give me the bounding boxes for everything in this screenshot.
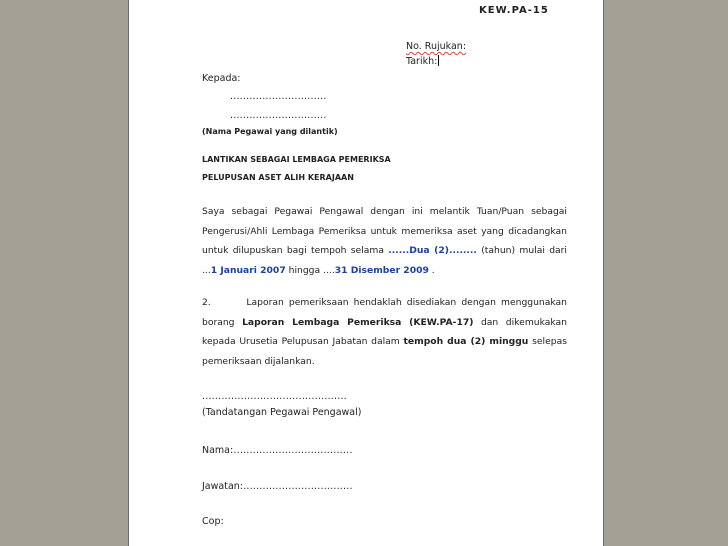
reference-number-label xyxy=(406,41,466,52)
position-field xyxy=(202,481,353,492)
paragraph-2 xyxy=(202,293,567,371)
paragraph-1-text-a: Saya sebagai Pegawai Pengawal dengan ini melantik Tuan/Puan sebagai Pengerusi/Ahli Lembaga Pemeriksa untuk memeriksa aset yang dicadangkan untuk dilupuskan bagi tempoh selama xyxy=(202,206,567,256)
recipient-note: (Nama Pegawai yang dilantik) xyxy=(202,127,338,136)
form-reference: Laporan Lembaga Pemeriksa (KEW.PA-17) xyxy=(242,316,474,328)
position-label: Jawatan xyxy=(202,481,240,492)
paragraph-2-text-a: Laporan pemeriksaan hendaklah disediakan dengan menggunakan borang xyxy=(202,297,567,328)
paragraph-1 xyxy=(202,202,567,280)
paragraph-1-text-d: . xyxy=(428,264,435,276)
stamp-label: Cop: xyxy=(202,516,224,527)
date-label-text: Tarikh: xyxy=(406,56,438,67)
signature-label: (Tandatangan Pegawai Pengawal) xyxy=(202,407,362,418)
subject-line-2: PELUPUSAN ASET ALIH KERAJAAN xyxy=(202,173,354,182)
name-dots: :..................................... xyxy=(230,445,353,456)
name-label: Nama xyxy=(202,445,231,456)
paragraph-2-text-b: dan dikemukakan kepada Urusetia Pelupusan Jabatan dalam xyxy=(202,316,568,347)
paragraph-2-text-c: selepas pemeriksaan dijalankan. xyxy=(202,336,567,367)
paragraph-1-text-c: hingga .... xyxy=(285,264,335,276)
text-cursor xyxy=(438,55,439,66)
end-date: 31 Disember 2009 xyxy=(334,264,429,276)
name-field xyxy=(202,445,353,456)
position-dots: :.................................. xyxy=(239,481,353,492)
document-page xyxy=(128,0,604,546)
paragraph-1-text-b: (tahun) mulai dari ... xyxy=(202,245,567,276)
recipient-line-2: .............................. xyxy=(230,110,327,121)
signature-line: ............................................. xyxy=(202,391,347,402)
form-code: KEW.PA-15 xyxy=(479,5,549,16)
date-label xyxy=(406,55,439,67)
reference-number-text: No. Rujukan: xyxy=(406,41,467,52)
paragraph-2-number: 2. xyxy=(202,297,211,308)
start-date: 1 Januari 2007 xyxy=(210,264,286,276)
recipient-line-1: .............................. xyxy=(230,91,327,102)
appointment-period: ......Dua (2)........ xyxy=(388,245,477,256)
recipient-label: Kepada: xyxy=(202,73,241,84)
subject-line-1: LANTIKAN SEBAGAI LEMBAGA PEMERIKSA xyxy=(202,155,391,164)
deadline: tempoh dua (2) minggu xyxy=(403,336,529,347)
